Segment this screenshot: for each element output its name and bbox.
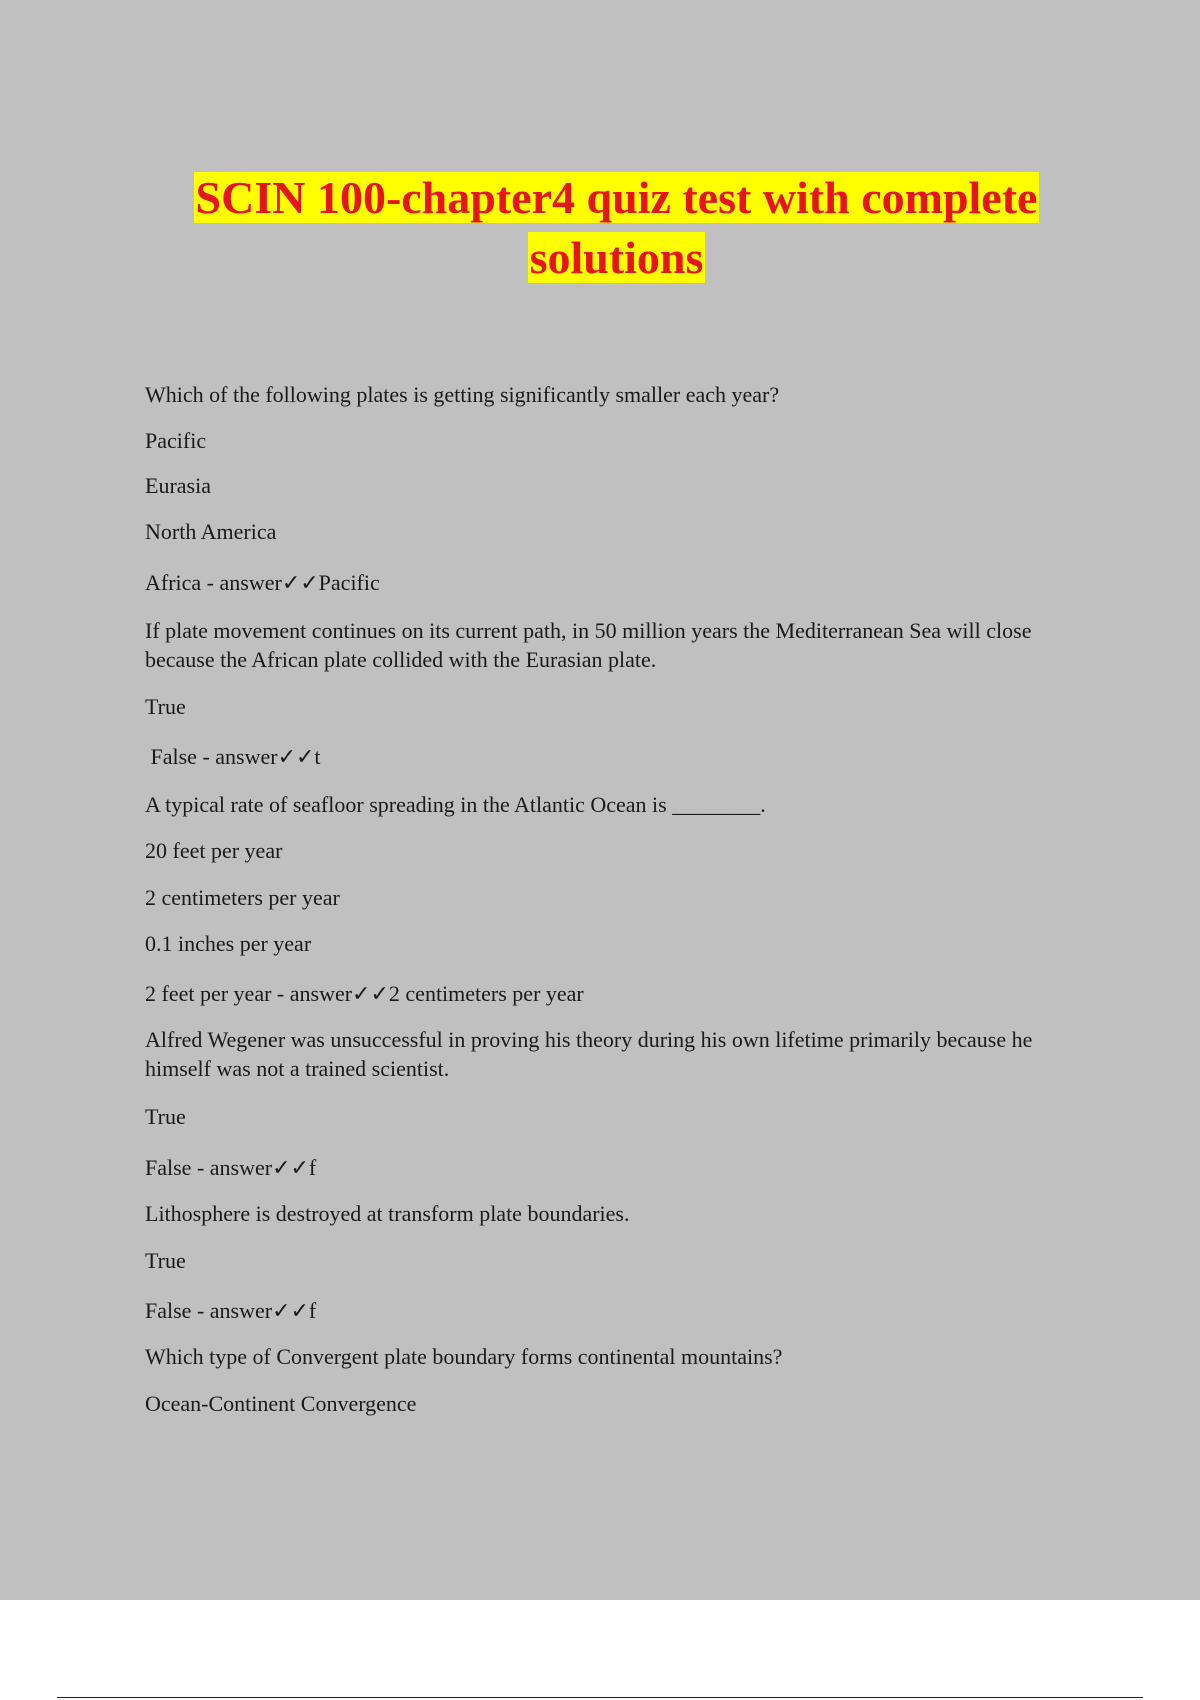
answer-4: False - answer✓✓f xyxy=(145,1155,317,1180)
title-line-1: SCIN 100-chapter4 quiz test with complete xyxy=(195,172,1038,223)
option-pacific: Pacific xyxy=(145,428,207,453)
option-true: True xyxy=(145,1248,186,1273)
question-2: If plate movement continues on its current path, in 50 million years the Mediterranean Sea will close because the African plate collided with the Eurasian plate. xyxy=(145,618,1032,672)
option-north-america: North America xyxy=(145,519,277,544)
option-20-feet: 20 feet per year xyxy=(145,838,283,863)
bottom-divider xyxy=(57,1697,1143,1698)
document-title xyxy=(0,168,1200,288)
question-5: Lithosphere is destroyed at transform plate boundaries. xyxy=(145,1201,630,1226)
option-true: True xyxy=(145,694,186,719)
option-ocean-continent: Ocean-Continent Convergence xyxy=(145,1391,417,1416)
option-0-1-inches: 0.1 inches per year xyxy=(145,931,312,956)
question-6: Which type of Convergent plate boundary forms continental mountains? xyxy=(145,1344,783,1369)
answer-3: 2 feet per year - answer✓✓2 centimeters per year xyxy=(145,981,584,1006)
option-eurasia: Eurasia xyxy=(145,473,211,498)
option-2-centimeters: 2 centimeters per year xyxy=(145,885,340,910)
answer-5: False - answer✓✓f xyxy=(145,1298,317,1323)
option-true: True xyxy=(145,1104,186,1129)
title-line-2: solutions xyxy=(529,232,704,283)
question-3: A typical rate of seafloor spreading in the Atlantic Ocean is ________. xyxy=(145,792,766,817)
question-4: Alfred Wegener was unsuccessful in proving his theory during his own lifetime primarily because he himself was not a trained scientist. xyxy=(145,1027,1033,1081)
answer-2: False - answer✓✓t xyxy=(145,744,321,769)
question-1: Which of the following plates is getting significantly smaller each year? xyxy=(145,382,780,407)
answer-1: Africa - answer✓✓Pacific xyxy=(145,570,380,595)
